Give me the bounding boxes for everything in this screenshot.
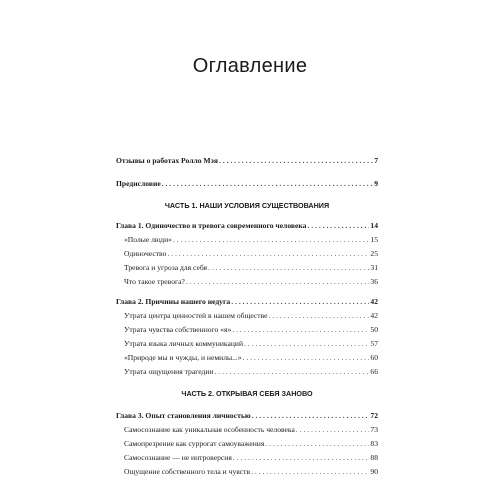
toc-chapter-3: [116, 409, 378, 423]
dot-leader: [251, 465, 369, 479]
toc-subentry: [116, 365, 378, 379]
toc-subentry: [116, 465, 378, 479]
page-title: Оглавление: [192, 55, 308, 77]
dot-leader: [269, 309, 370, 323]
dot-leader: [219, 154, 373, 168]
toc-page-number: 42: [370, 311, 378, 320]
toc-subentry: [116, 437, 378, 451]
dot-leader: [214, 365, 369, 379]
toc-entry-label: Утрата чувства собственного «я»: [124, 325, 232, 334]
toc-page-number: 31: [370, 263, 378, 272]
dot-leader: [208, 261, 369, 275]
toc-page-number: 57: [370, 339, 378, 348]
dot-leader: [243, 351, 370, 365]
dot-leader: [162, 177, 374, 191]
toc-page-number: 88: [370, 453, 378, 462]
toc-subentry: [116, 309, 378, 323]
toc-entry-label: Утрата ощущения трагедии: [124, 367, 214, 376]
toc-entry-label: Самопрезрение как суррогат самоуважения: [124, 439, 265, 448]
toc-entry-label: Глава 1. Одиночество и тревога современного человека: [116, 221, 307, 230]
dot-leader: [233, 451, 370, 465]
dot-leader: [167, 247, 369, 261]
dot-leader: [296, 423, 370, 437]
toc-entry-label: Глава 3. Опыт становления личностью: [116, 411, 251, 420]
toc-page-number: 36: [370, 277, 378, 286]
toc-chapter-1: [116, 219, 378, 233]
toc-entry-label: Ощущение собственного тела и чувств: [124, 467, 251, 476]
toc-subentry: [116, 261, 378, 275]
toc-subentry: [116, 337, 378, 351]
dot-leader: [173, 233, 369, 247]
dot-leader: [231, 295, 369, 309]
toc-page-number: 66: [370, 367, 378, 376]
toc-subentry: [116, 233, 378, 247]
toc-entry-label: «Полые люди»: [124, 235, 172, 244]
toc-page-number: 25: [370, 249, 378, 258]
toc-subentry: [116, 451, 378, 465]
toc-subentry: [116, 323, 378, 337]
toc-page-number: 72: [370, 411, 378, 420]
toc-entry-label: «Природе мы и чужды, и немилы...»: [124, 353, 242, 362]
toc-subentry: [116, 351, 378, 365]
toc-page-number: 42: [370, 297, 378, 306]
toc-entry-label: Одиночество: [124, 249, 167, 258]
toc-entry-reviews: [116, 154, 378, 168]
toc-entry-label: Что такое тревога?: [124, 277, 185, 286]
toc-page-number: 50: [370, 325, 378, 334]
table-of-contents: [116, 154, 378, 479]
dot-leader: [244, 337, 369, 351]
toc-chapter-2: [116, 295, 378, 309]
toc-page-number: 15: [370, 235, 378, 244]
toc-entry-label: Самосознание — не интроверсия: [124, 453, 232, 462]
toc-entry-label: Утрата центра ценностей в нашем обществе: [124, 311, 268, 320]
toc-subentry: [116, 247, 378, 261]
toc-page-number: 7: [374, 156, 378, 165]
toc-entry-label: Отзывы о работах Ролло Мэя: [116, 156, 218, 165]
dot-leader: [307, 219, 369, 233]
part-heading: ЧАСТЬ 2. ОТКРЫВАЯ СЕБЯ ЗАНОВО: [181, 389, 313, 398]
toc-entry-label: Глава 2. Причины нашего недуга: [116, 297, 231, 306]
toc-subentry: [116, 275, 378, 289]
toc-entry-label: Тревога и угроза для себя: [124, 263, 208, 272]
toc-page-number: 9: [374, 179, 378, 188]
toc-page-number: 90: [370, 467, 378, 476]
toc-subentry: [116, 423, 378, 437]
part-heading: ЧАСТЬ 1. НАШИ УСЛОВИЯ СУЩЕСТВОВАНИЯ: [164, 201, 330, 210]
toc-page-number: 73: [370, 425, 378, 434]
toc-page-number: 60: [370, 353, 378, 362]
dot-leader: [252, 409, 370, 423]
dot-leader: [186, 275, 370, 289]
toc-entry-label: Самосознание как уникальная особенность человека: [124, 425, 295, 434]
toc-entry-label: Предисловие: [116, 179, 161, 188]
dot-leader: [265, 437, 369, 451]
toc-entry-label: Утрата языка личных коммуникаций: [124, 339, 244, 348]
toc-page-number: 83: [370, 439, 378, 448]
toc-page-number: 14: [370, 221, 378, 230]
toc-entry-preface: [116, 177, 378, 191]
dot-leader: [232, 323, 369, 337]
